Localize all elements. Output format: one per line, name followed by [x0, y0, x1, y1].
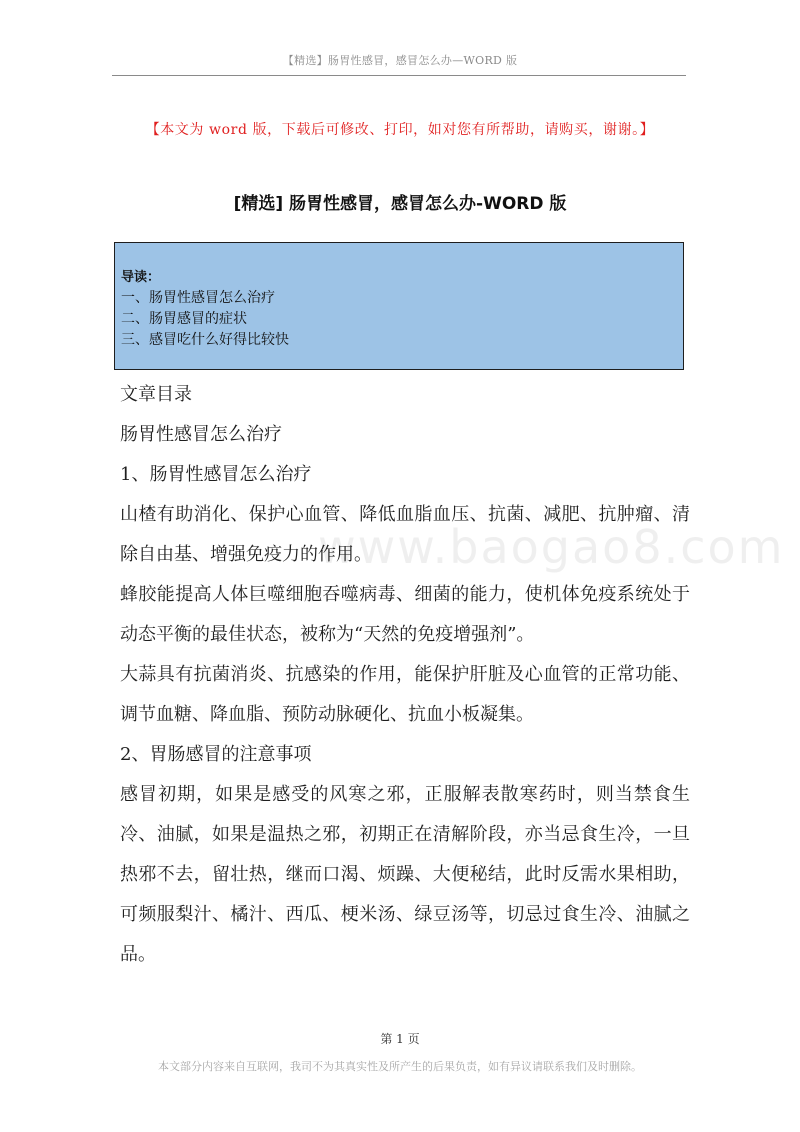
header-divider — [112, 75, 686, 76]
paragraph-garlic: 大蒜具有抗菌消炎、抗感染的作用，能保护肝脏及心血管的正常功能、调节血糖、降血脂、预防动脉硬化、抗血小板凝集。 — [120, 664, 690, 725]
footer-disclaimer: 本文部分内容来自互联网，我司不为其真实性及所产生的后果负责，如有异议请联系我们及时删除。 — [158, 1060, 642, 1073]
guide-item: 三、感冒吃什么好得比较快 — [121, 332, 289, 348]
guide-label: 导读： — [121, 270, 161, 285]
paragraph-hawthorn: 山楂有助消化、保护心血管、降低血脂血压、抗菌、减肥、抗肿瘤、清除自由基、增强免疫力的作用。 — [120, 504, 690, 565]
paragraph-precautions: 感冒初期，如果是感受的风寒之邪，正服解表散寒药时，则当禁食生冷、油腻，如果是温热之邪，初期正在清解阶段，亦当忌食生冷，一旦热邪不去，留壮热，继而口渴、烦躁、大便秘结，此时反需水果相助，可频服梨汁、橘汁、西瓜、梗米汤、绿豆汤等，切忌过食生冷、油腻之品。 — [120, 784, 690, 965]
toc-label: 文章目录 — [120, 384, 192, 405]
article-body — [120, 375, 690, 975]
section-heading-2: 2、胃肠感冒的注意事项 — [120, 744, 312, 765]
toc-item: 肠胃性感冒怎么治疗 — [120, 424, 282, 445]
guide-item: 二、肠胃感冒的症状 — [121, 311, 247, 327]
watermark: www.baogao8.com — [318, 520, 785, 574]
guide-box — [114, 242, 684, 370]
page-header: 【精选】肠胃性感冒，感冒怎么办—WORD 版 — [282, 54, 518, 67]
section-heading-1: 1、肠胃性感冒怎么治疗 — [120, 464, 312, 485]
guide-item: 一、肠胃性感冒怎么治疗 — [121, 290, 275, 306]
document-title: [精选] 肠胃性感冒，感冒怎么办-WORD 版 — [233, 194, 567, 214]
paragraph-propolis: 蜂胶能提高人体巨噬细胞吞噬病毒、细菌的能力，使机体免疫系统处于动态平衡的最佳状态，被称为“天然的免疫增强剂”。 — [120, 584, 690, 645]
page-number: 第 1 页 — [380, 1032, 420, 1046]
purchase-notice: 【本文为 word 版，下载后可修改、打印，如对您有所帮助，请购买，谢谢。】 — [145, 122, 655, 138]
